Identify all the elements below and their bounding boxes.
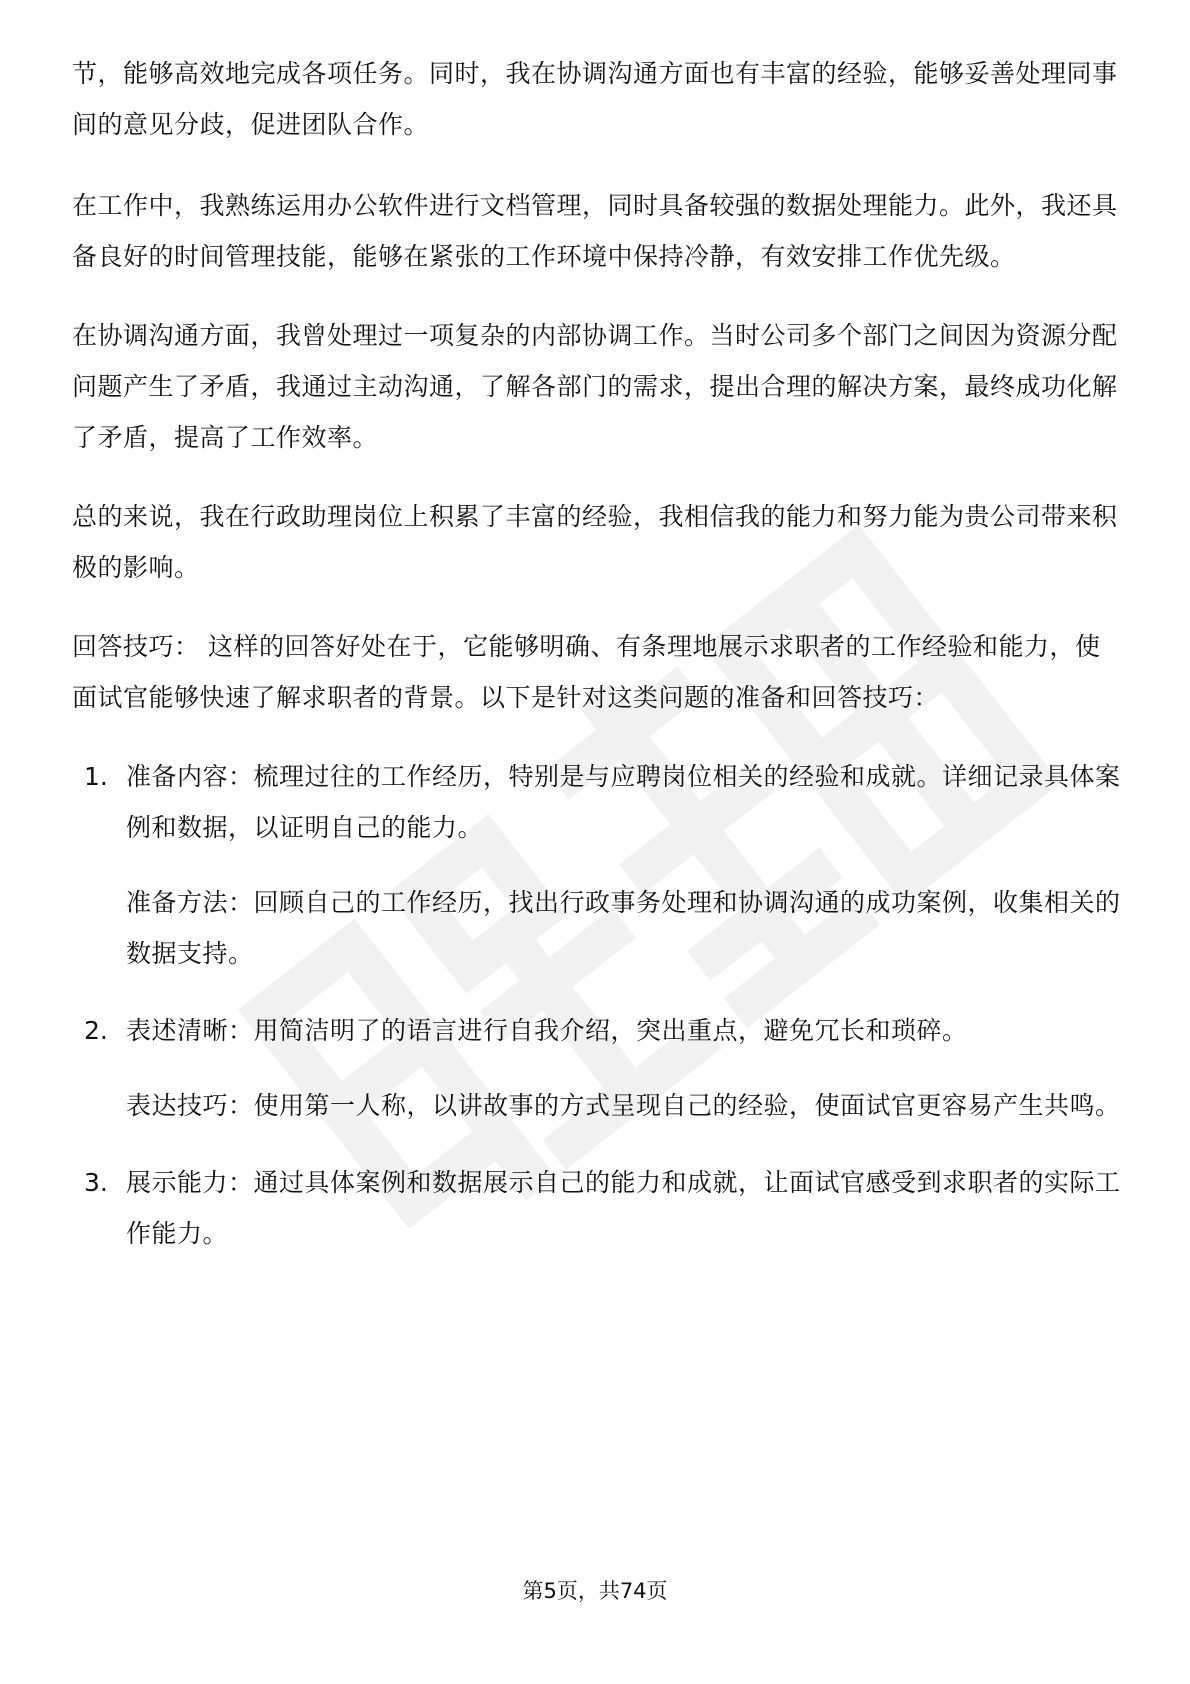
paragraph-work-skills: 在工作中，我熟练运用办公软件进行文档管理，同时具备较强的数据处理能力。此外，我还具备良好的时间管理技能，能够在紧张的工作环境中保持冷静，有效安排工作优先级。 [72,191,1118,271]
paragraph-continuation: 节，能够高效地完成各项任务。同时，我在协调沟通方面也有丰富的经验，能够妥善处理同事间的意见分歧，促进团队合作。 [72,59,1118,139]
list-item [72,1157,1122,1259]
list-number: 1. [84,762,108,791]
tip-main-text: 表述清晰：用简洁明了的语言进行自我介绍，突出重点，避免冗长和琐碎。 [126,1016,968,1045]
list-number: 2. [84,1016,108,1045]
list-item [72,1005,1122,1131]
tip-sub-text: 准备方法：回顾自己的工作经历，找出行政事务处理和协调沟通的成功案例，收集相关的数据支持。 [126,888,1121,968]
document-body [72,48,1122,1285]
tip-main-text: 展示能力：通过具体案例和数据展示自己的能力和成就，让面试官感受到求职者的实际工作能力。 [126,1168,1121,1248]
paragraph-coordination-example: 在协调沟通方面，我曾处理过一项复杂的内部协调工作。当时公司多个部门之间因为资源分配问题产生了矛盾，我通过主动沟通，了解各部门的需求，提出合理的解决方案，最终成功化解了矛盾，提高了工作效率。 [72,321,1118,452]
paragraph-answer-tips: 回答技巧： 这样的回答好处在于，它能够明确、有条理地展示求职者的工作经验和能力，使面试官能够快速了解求职者的背景。以下是针对这类问题的准备和回答技巧： [72,632,1101,712]
list-item [72,751,1122,979]
tip-sub-text: 表达技巧：使用第一人称，以讲故事的方式呈现自己的经验，使面试官更容易产生共鸣。 [126,1091,1121,1120]
tip-main-text: 准备内容：梳理过往的工作经历，特别是与应聘岗位相关的经验和成就。详细记录具体案例和数据，以证明自己的能力。 [126,762,1121,842]
paragraph-summary: 总的来说，我在行政助理岗位上积累了丰富的经验，我相信我的能力和努力能为贵公司带来积极的影响。 [72,502,1118,582]
list-number: 3. [84,1168,108,1197]
page-number-footer: 第5页，共74页 [522,1579,668,1603]
tips-list [72,751,1122,1259]
